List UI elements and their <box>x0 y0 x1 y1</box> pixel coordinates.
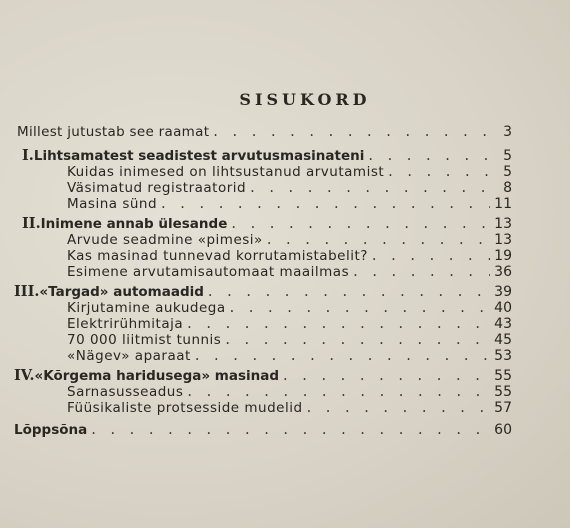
page-title: SISUKORD <box>239 90 371 109</box>
toc-chapter-2 <box>22 216 512 232</box>
chapter-number: III. <box>14 283 40 300</box>
toc-entry-page: 53 <box>494 348 512 364</box>
leader-dots <box>388 164 490 180</box>
leader-dots <box>187 316 490 332</box>
toc-entry-page: 13 <box>494 216 512 232</box>
toc-entry-label: Füüsikaliste protsesside mudelid <box>67 400 303 416</box>
chapter-number: II. <box>22 215 41 232</box>
toc-entry <box>67 384 512 400</box>
toc-entry-label: Millest jutustab see raamat <box>17 124 210 140</box>
toc-entry <box>67 316 512 332</box>
toc-entry <box>67 332 512 348</box>
toc-entry-label: Kas masinad tunnevad korrutamistabelit? <box>67 248 368 264</box>
leader-dots <box>230 300 490 316</box>
toc-entry-page: 55 <box>494 384 512 400</box>
toc-entry-intro <box>17 124 512 140</box>
toc-entry-label: Esimene arvutamisautomaat maailmas <box>67 264 350 280</box>
toc-entry-page: 19 <box>494 248 512 264</box>
chapter-number: IV. <box>14 367 35 384</box>
leader-dots <box>213 124 490 140</box>
leader-dots <box>208 284 490 300</box>
toc-entry-epilogue <box>14 422 512 438</box>
toc-entry-label: Lõppsõna <box>14 422 88 438</box>
toc-entry-label: Elektrirühmitaja <box>67 316 184 332</box>
toc-entry-page: 40 <box>494 300 512 316</box>
chapter-number: I. <box>22 147 34 164</box>
toc-entry-label: Lihtsamatest seadistest arvutusmasinateni <box>33 148 365 164</box>
toc-entry <box>67 300 512 316</box>
leader-dots <box>91 422 490 438</box>
toc-entry <box>67 400 512 416</box>
toc-entry <box>67 348 512 364</box>
toc-entry-page: 3 <box>503 124 512 140</box>
toc-entry-label: Kuidas inimesed on lihtsustanud arvutamist <box>67 164 385 180</box>
toc-chapter-1 <box>22 148 512 164</box>
toc-entry <box>67 180 512 196</box>
leader-dots <box>372 248 490 264</box>
leader-dots <box>161 196 490 212</box>
toc-entry-label: 70 000 liitmist tunnis <box>67 332 222 348</box>
leader-dots <box>353 264 490 280</box>
leader-dots <box>250 180 490 196</box>
toc-entry-page: 39 <box>494 284 512 300</box>
toc-entry-page: 8 <box>503 180 512 196</box>
toc-entry <box>67 232 512 248</box>
toc-entry-label: Masina sünd <box>67 196 158 212</box>
toc-entry <box>67 196 512 212</box>
toc-entry-page: 13 <box>494 232 512 248</box>
toc-chapter-3 <box>14 284 512 300</box>
toc-entry-label: «Targad» automaadid <box>39 284 204 300</box>
toc-entry-label: Sarnasusseadus <box>67 384 184 400</box>
toc-entry-page: 5 <box>503 164 512 180</box>
toc-entry-label: Väsimatud registraatorid <box>67 180 247 196</box>
leader-dots <box>307 400 490 416</box>
leader-dots <box>267 232 490 248</box>
toc-chapter-4 <box>14 368 512 384</box>
leader-dots <box>368 148 490 164</box>
leader-dots <box>283 368 490 384</box>
toc-entry <box>67 164 512 180</box>
toc-entry-label: Inimene annab ülesande <box>40 216 228 232</box>
toc-entry-page: 43 <box>494 316 512 332</box>
toc-entry-page: 55 <box>494 368 512 384</box>
toc-entry-page: 57 <box>494 400 512 416</box>
toc-entry-label: «Kõrgema haridusega» masinad <box>34 368 280 384</box>
toc-entry-page: 5 <box>503 148 512 164</box>
toc-entry-page: 11 <box>494 196 512 212</box>
toc-entry <box>67 264 512 280</box>
toc-entry <box>67 248 512 264</box>
toc-entry-label: «Nägev» aparaat <box>67 348 191 364</box>
toc-entry-page: 60 <box>494 422 512 438</box>
toc-entry-label: Arvude seadmine «pimesi» <box>67 232 263 248</box>
toc-entry-page: 45 <box>494 332 512 348</box>
leader-dots <box>195 348 490 364</box>
leader-dots <box>231 216 490 232</box>
leader-dots <box>187 384 490 400</box>
toc-entry-page: 36 <box>494 264 512 280</box>
toc-entry-label: Kirjutamine aukudega <box>67 300 226 316</box>
leader-dots <box>225 332 490 348</box>
